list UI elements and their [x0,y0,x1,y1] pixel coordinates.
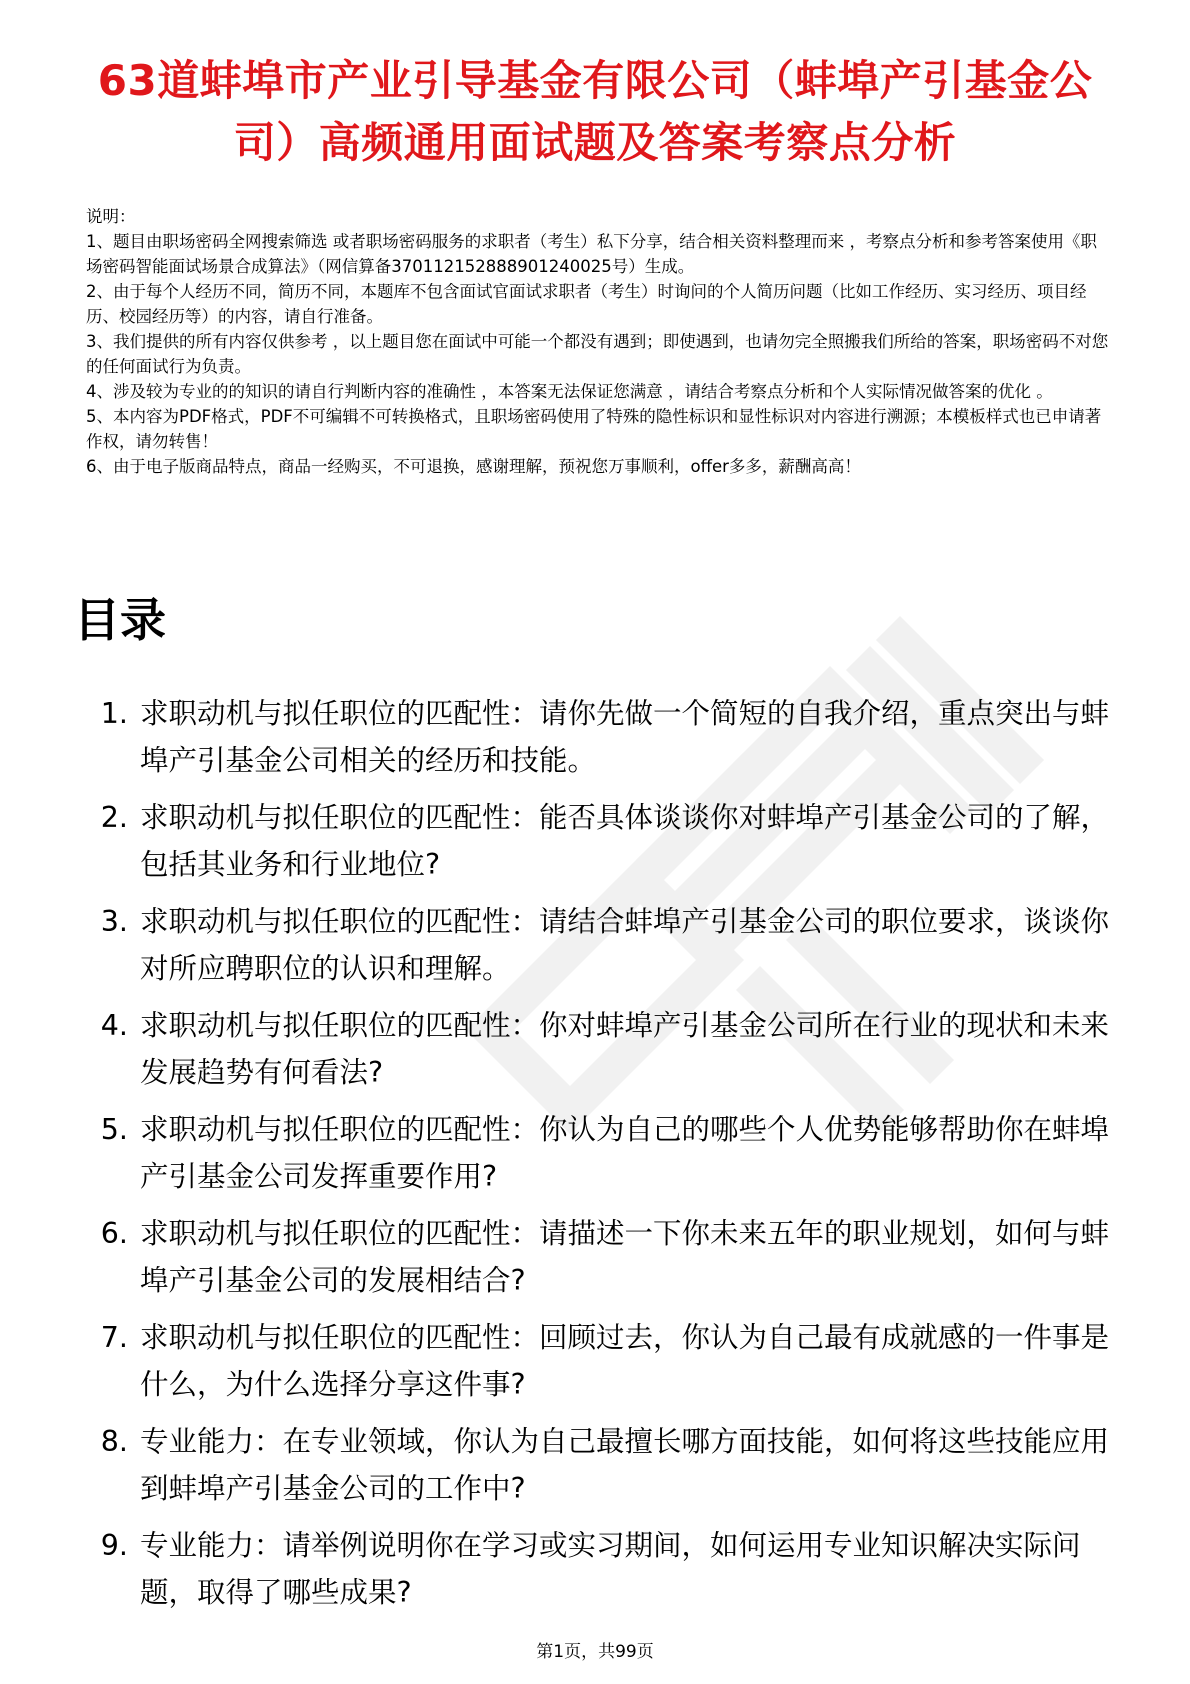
toc-item-number: 8. [100,1425,128,1458]
toc-item-text: 求职动机与拟任职位的匹配性：请描述一下你未来五年的职业规划，如何与蚌埠产引基金公司的发展相结合? [140,1217,1110,1297]
note-item: 1、题目由职场密码全网搜索筛选 或者职场密码服务的求职者（考生）私下分享，结合相关资料整理而来 ，考察点分析和参考答案使用《职场密码智能面试场景合成算法》（网信算备370112152888901240025号）生成。 [86,232,1097,276]
toc-item[interactable] [80,1106,1110,1200]
note-item: 6、由于电子版商品特点，商品一经购买，不可退换，感谢理解，预祝您万事顺利，offer多多，薪酬高高！ [86,457,861,476]
toc-heading: 目录 [74,593,166,647]
toc-item[interactable] [80,1002,1110,1096]
toc-item[interactable] [80,1314,1110,1408]
toc-item[interactable] [80,1210,1110,1304]
toc-item-number: 9. [100,1529,128,1562]
toc-item-text: 求职动机与拟任职位的匹配性：请你先做一个简短的自我介绍，重点突出与蚌埠产引基金公司相关的经历和技能。 [140,697,1110,777]
notes-heading: 说明： [86,207,136,226]
note-item: 5、本内容为PDF格式，PDF不可编辑不可转换格式，且职场密码使用了特殊的隐性标识和显性标识对内容进行溯源；本模板样式也已申请著作权，请勿转售！ [86,407,1102,451]
toc-item-number: 5. [100,1113,128,1146]
toc-item-text: 求职动机与拟任职位的匹配性：请结合蚌埠产引基金公司的职位要求，谈谈你对所应聘职位的认识和理解。 [140,905,1110,985]
toc-item[interactable] [80,1522,1110,1616]
toc-item-number: 3. [100,905,128,938]
notes-section [86,204,1111,479]
toc-item-number: 2. [100,801,128,834]
note-item: 3、我们提供的所有内容仅供参考 ，以上题目您在面试中可能一个都没有遇到；即使遇到，也请勿完全照搬我们所给的答案，职场密码不对您的任何面试行为负责。 [86,332,1109,376]
note-item: 4、涉及较为专业的的知识的请自行判断内容的准确性 ，本答案无法保证您满意 ，请结合考察点分析和个人实际情况做答案的优化 。 [86,382,1053,401]
toc-item[interactable] [80,794,1110,888]
toc-item[interactable] [80,690,1110,784]
page-footer: 第1页，共99页 [536,1642,654,1662]
toc-item-text: 求职动机与拟任职位的匹配性：你对蚌埠产引基金公司所在行业的现状和未来发展趋势有何看法? [140,1009,1110,1089]
toc-item-text: 专业能力：请举例说明你在学习或实习期间，如何运用专业知识解决实际问题，取得了哪些成果? [140,1529,1081,1609]
toc-item-text: 求职动机与拟任职位的匹配性：你认为自己的哪些个人优势能够帮助你在蚌埠产引基金公司发挥重要作用? [140,1113,1110,1193]
document-title: 63道蚌埠市产业引导基金有限公司（蚌埠产引基金公司）高频通用面试题及答案考察点分析 [97,56,1093,167]
toc-item-number: 1. [100,697,128,730]
toc-list [80,690,1110,1626]
toc-item[interactable] [80,1418,1110,1512]
note-item: 2、由于每个人经历不同，简历不同，本题库不包含面试官面试求职者（考生）时询问的个人简历问题（比如工作经历、实习经历、项目经历、校园经历等）的内容，请自行准备。 [86,282,1087,326]
toc-item-number: 7. [100,1321,128,1354]
toc-item-number: 4. [100,1009,128,1042]
toc-item[interactable] [80,898,1110,992]
toc-item-number: 6. [100,1217,128,1250]
toc-item-text: 求职动机与拟任职位的匹配性：能否具体谈谈你对蚌埠产引基金公司的了解，包括其业务和行业地位? [140,801,1110,881]
toc-item-text: 求职动机与拟任职位的匹配性：回顾过去，你认为自己最有成就感的一件事是什么，为什么选择分享这件事? [140,1321,1110,1401]
toc-item-text: 专业能力：在专业领域，你认为自己最擅长哪方面技能，如何将这些技能应用到蚌埠产引基金公司的工作中? [140,1425,1110,1505]
